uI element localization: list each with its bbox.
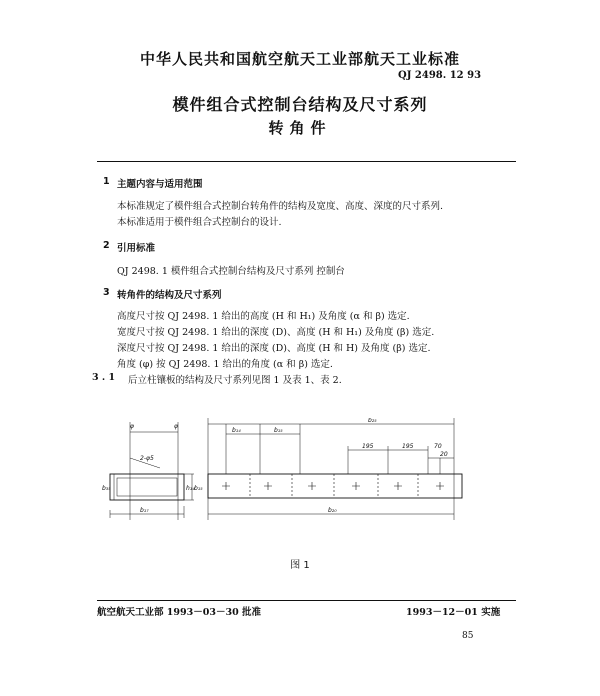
document-subtitle: 转角件 bbox=[268, 119, 332, 137]
label-dim-h14: b₁₄ bbox=[232, 427, 241, 434]
figure-1-drawing bbox=[100, 418, 470, 546]
section-3-paragraph: 深度尺寸按 QJ 2498. 1 给出的深度 (D)、高度 (H 和 H) 及角度 (β) 选定. bbox=[117, 343, 431, 354]
org-title: 中华人民共和国航空航天工业部航天工业标准 bbox=[139, 50, 460, 68]
footer-rule bbox=[97, 600, 516, 601]
approval-date: 航空航天工业部 1993－03－30 批准 bbox=[97, 607, 261, 618]
label-dim-195b: 195 bbox=[402, 443, 414, 450]
label-dim-195a: 195 bbox=[362, 443, 374, 450]
label-dim-bottom: b₁₇ bbox=[140, 507, 149, 514]
label-dim-mid-v: h₁₄ bbox=[186, 485, 195, 492]
section-3-heading: 转角件的结构及尺寸系列 bbox=[117, 290, 222, 301]
label-dim-70: 70 bbox=[434, 443, 442, 450]
figure-caption: 图 1 bbox=[290, 560, 310, 571]
section-3-paragraph: 高度尺寸按 QJ 2498. 1 给出的高度 (H 和 H₁) 及角度 (α 和 β) 选定. bbox=[117, 311, 410, 322]
side-view-inner bbox=[117, 478, 177, 496]
label-hole: 2-φ5 bbox=[140, 455, 154, 462]
section-1-paragraph: 本标准规定了模件组合式控制台转角件的结构及宽度、高度、深度的尺寸系列. bbox=[117, 201, 444, 212]
label-dim-b25: b₂₅ bbox=[368, 418, 377, 424]
section-2-heading: 引用标准 bbox=[117, 243, 156, 254]
section-1-number: 1 bbox=[103, 176, 110, 187]
section-3-paragraph: 宽度尺寸按 QJ 2498. 1 给出的深度 (D)、高度 (H 和 H₁) 及角度 (β) 选定. bbox=[117, 327, 435, 338]
page-number: 85 bbox=[462, 631, 474, 641]
label-dim-right-v: b₁₅ bbox=[194, 485, 203, 492]
standard-number: QJ 2498. 12 93 bbox=[398, 70, 482, 81]
section-3-number: 3 bbox=[103, 287, 110, 298]
label-dim-b20: b₂₀ bbox=[328, 507, 337, 514]
implementation-date: 1993－12－01 实施 bbox=[406, 607, 501, 618]
subsection-number: 3 . 1 bbox=[92, 372, 116, 383]
section-1-paragraph: 本标准适用于模件组合式控制台的设计. bbox=[117, 217, 282, 228]
section-2-number: 2 bbox=[103, 240, 110, 251]
section-3-paragraph: 角度 (φ) 按 QJ 2498. 1 给出的角度 (α 和 β) 选定. bbox=[117, 359, 333, 370]
label-dim-left-v: b₃₅ bbox=[102, 485, 111, 492]
front-view-outline bbox=[208, 474, 462, 498]
subsection-text: 后立柱镶板的结构及尺寸系列见图 1 及表 1、表 2. bbox=[128, 375, 342, 386]
document-title: 模件组合式控制台结构及尺寸系列 bbox=[172, 95, 428, 114]
section-2-paragraph: QJ 2498. 1 模件组合式控制台结构及尺寸系列 控制台 bbox=[117, 266, 345, 277]
section-1-heading: 主题内容与适用范围 bbox=[117, 179, 203, 190]
header-rule bbox=[97, 161, 516, 162]
label-dim-20: 20 bbox=[440, 451, 448, 458]
label-phi-left: φ bbox=[130, 423, 134, 430]
label-dim-f1: b₁₅ bbox=[274, 427, 283, 434]
label-phi-right: φ bbox=[174, 423, 178, 430]
